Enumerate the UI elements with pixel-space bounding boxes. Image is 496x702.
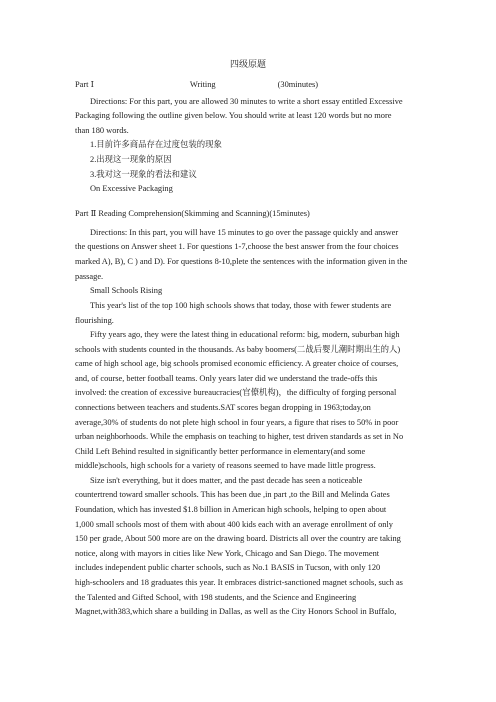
passage-line: includes independent public charter schools, such as No.1 BASIS in Tucson, with only 120: [75, 563, 381, 572]
part1-directions-line: Packaging following the outline given below. You should write at least 120 words but no more: [75, 111, 392, 120]
passage-line: Magnet,with383,which share a building in Dallas, as well as the City Honors School in Buffalo,: [75, 607, 397, 616]
passage-title: Small Schools Rising: [90, 286, 163, 295]
part2-directions-line: Directions: In this part, you will have 15 minutes to go over the passage quickly and answer: [90, 228, 399, 237]
passage-line: middle)schools, high schools for a variety of reasons seemed to have made little progress.: [75, 461, 376, 470]
passage-line: flourishing.: [75, 316, 114, 325]
part1-directions-line: Directions: For this part, you are allowed 30 minutes to write a short essay entitled Excessive: [90, 97, 403, 106]
passage-line: This year's list of the top 100 high schools shows that today, those with fewer students are: [90, 301, 392, 310]
passage-line: average,30% of students do not plete high school in four years, a figure that rises to 50% in poor: [75, 418, 399, 427]
passage-line: 150 per grade, About 500 more are on the drawing board. Districts all over the country are taking: [75, 534, 401, 543]
part1-heading: [75, 81, 318, 89]
page-title: 四级原题: [229, 59, 266, 69]
part1-section: Writing: [189, 80, 216, 89]
passage-line: urban neighborhoods. While the emphasis on teaching to higher, test driven standards as set in No: [75, 432, 404, 441]
part2-directions-line: marked A), B), C ) and D). For questions 8-10,plete the sentences with the information given in the: [75, 257, 408, 266]
passage-line: and, of course, better football teams. Only years later did we understand the trade-offs this: [75, 374, 378, 383]
passage-line: notice, along with mayors in cities like New York, Chicago and San Diego. The movement: [75, 549, 380, 558]
passage-line: involved: the creation of excessive bureaucracies(官僚机构)，the difficulty of forging personal: [75, 388, 397, 397]
passage-line: came of high school age, big schools promised economic efficiency. A greater choice of courses,: [75, 359, 399, 368]
part1-directions-line: than 180 words.: [75, 126, 129, 135]
part2-heading: Part Ⅱ Reading Comprehension(Skimming and Scanning)(15minutes): [75, 209, 310, 218]
part1-time: (30minutes): [277, 80, 319, 89]
part1-label: Part Ⅰ: [75, 80, 94, 89]
outline-item: 1.目前许多商品存在过度包装的现象: [90, 140, 222, 149]
passage-line: countertrend toward smaller schools. This has been due ,in part ,to the Bill and Melinda Gates: [75, 490, 390, 499]
part2-directions-line: the questions on Answer sheet 1. For questions 1-7,choose the best answer from the four choices: [75, 242, 399, 251]
part2-directions-line: passage.: [75, 272, 104, 281]
passage-line: schools with students counted in the thousands. As baby boomers(二战后婴儿潮时期出生的人): [75, 345, 401, 354]
passage-line: Size isn't everything, but it does matter, and the past decade has seen a noticeable: [90, 476, 363, 485]
passage-line: connections between teachers and students.SAT scores began dropping in 1963;today,on: [75, 403, 371, 412]
outline-item: 3.我对这一现象的看法和建议: [90, 170, 197, 179]
passage-line: Fifty years ago, they were the latest thing in educational reform: big, modern, suburban high: [90, 330, 400, 339]
essay-title: On Excessive Packaging: [90, 184, 173, 193]
passage-line: 1,000 small schools most of them with about 400 kids each with an average enrollment of only: [75, 520, 393, 529]
outline-item: 2.出现这一现象的原因: [90, 155, 172, 164]
passage-line: Foundation, which has invested $1.8 billion in American high schools, helping to open about: [75, 505, 387, 514]
passage-line: high-schoolers and 18 graduates this year. It embraces district-sanctioned magnet schools, such as: [75, 578, 403, 587]
passage-line: the Talented and Gifted School, with 198 students, and the Science and Engineering: [75, 593, 357, 602]
passage-line: Child Left Behind resulted in significantly better performance in elementary(and some: [75, 447, 366, 456]
